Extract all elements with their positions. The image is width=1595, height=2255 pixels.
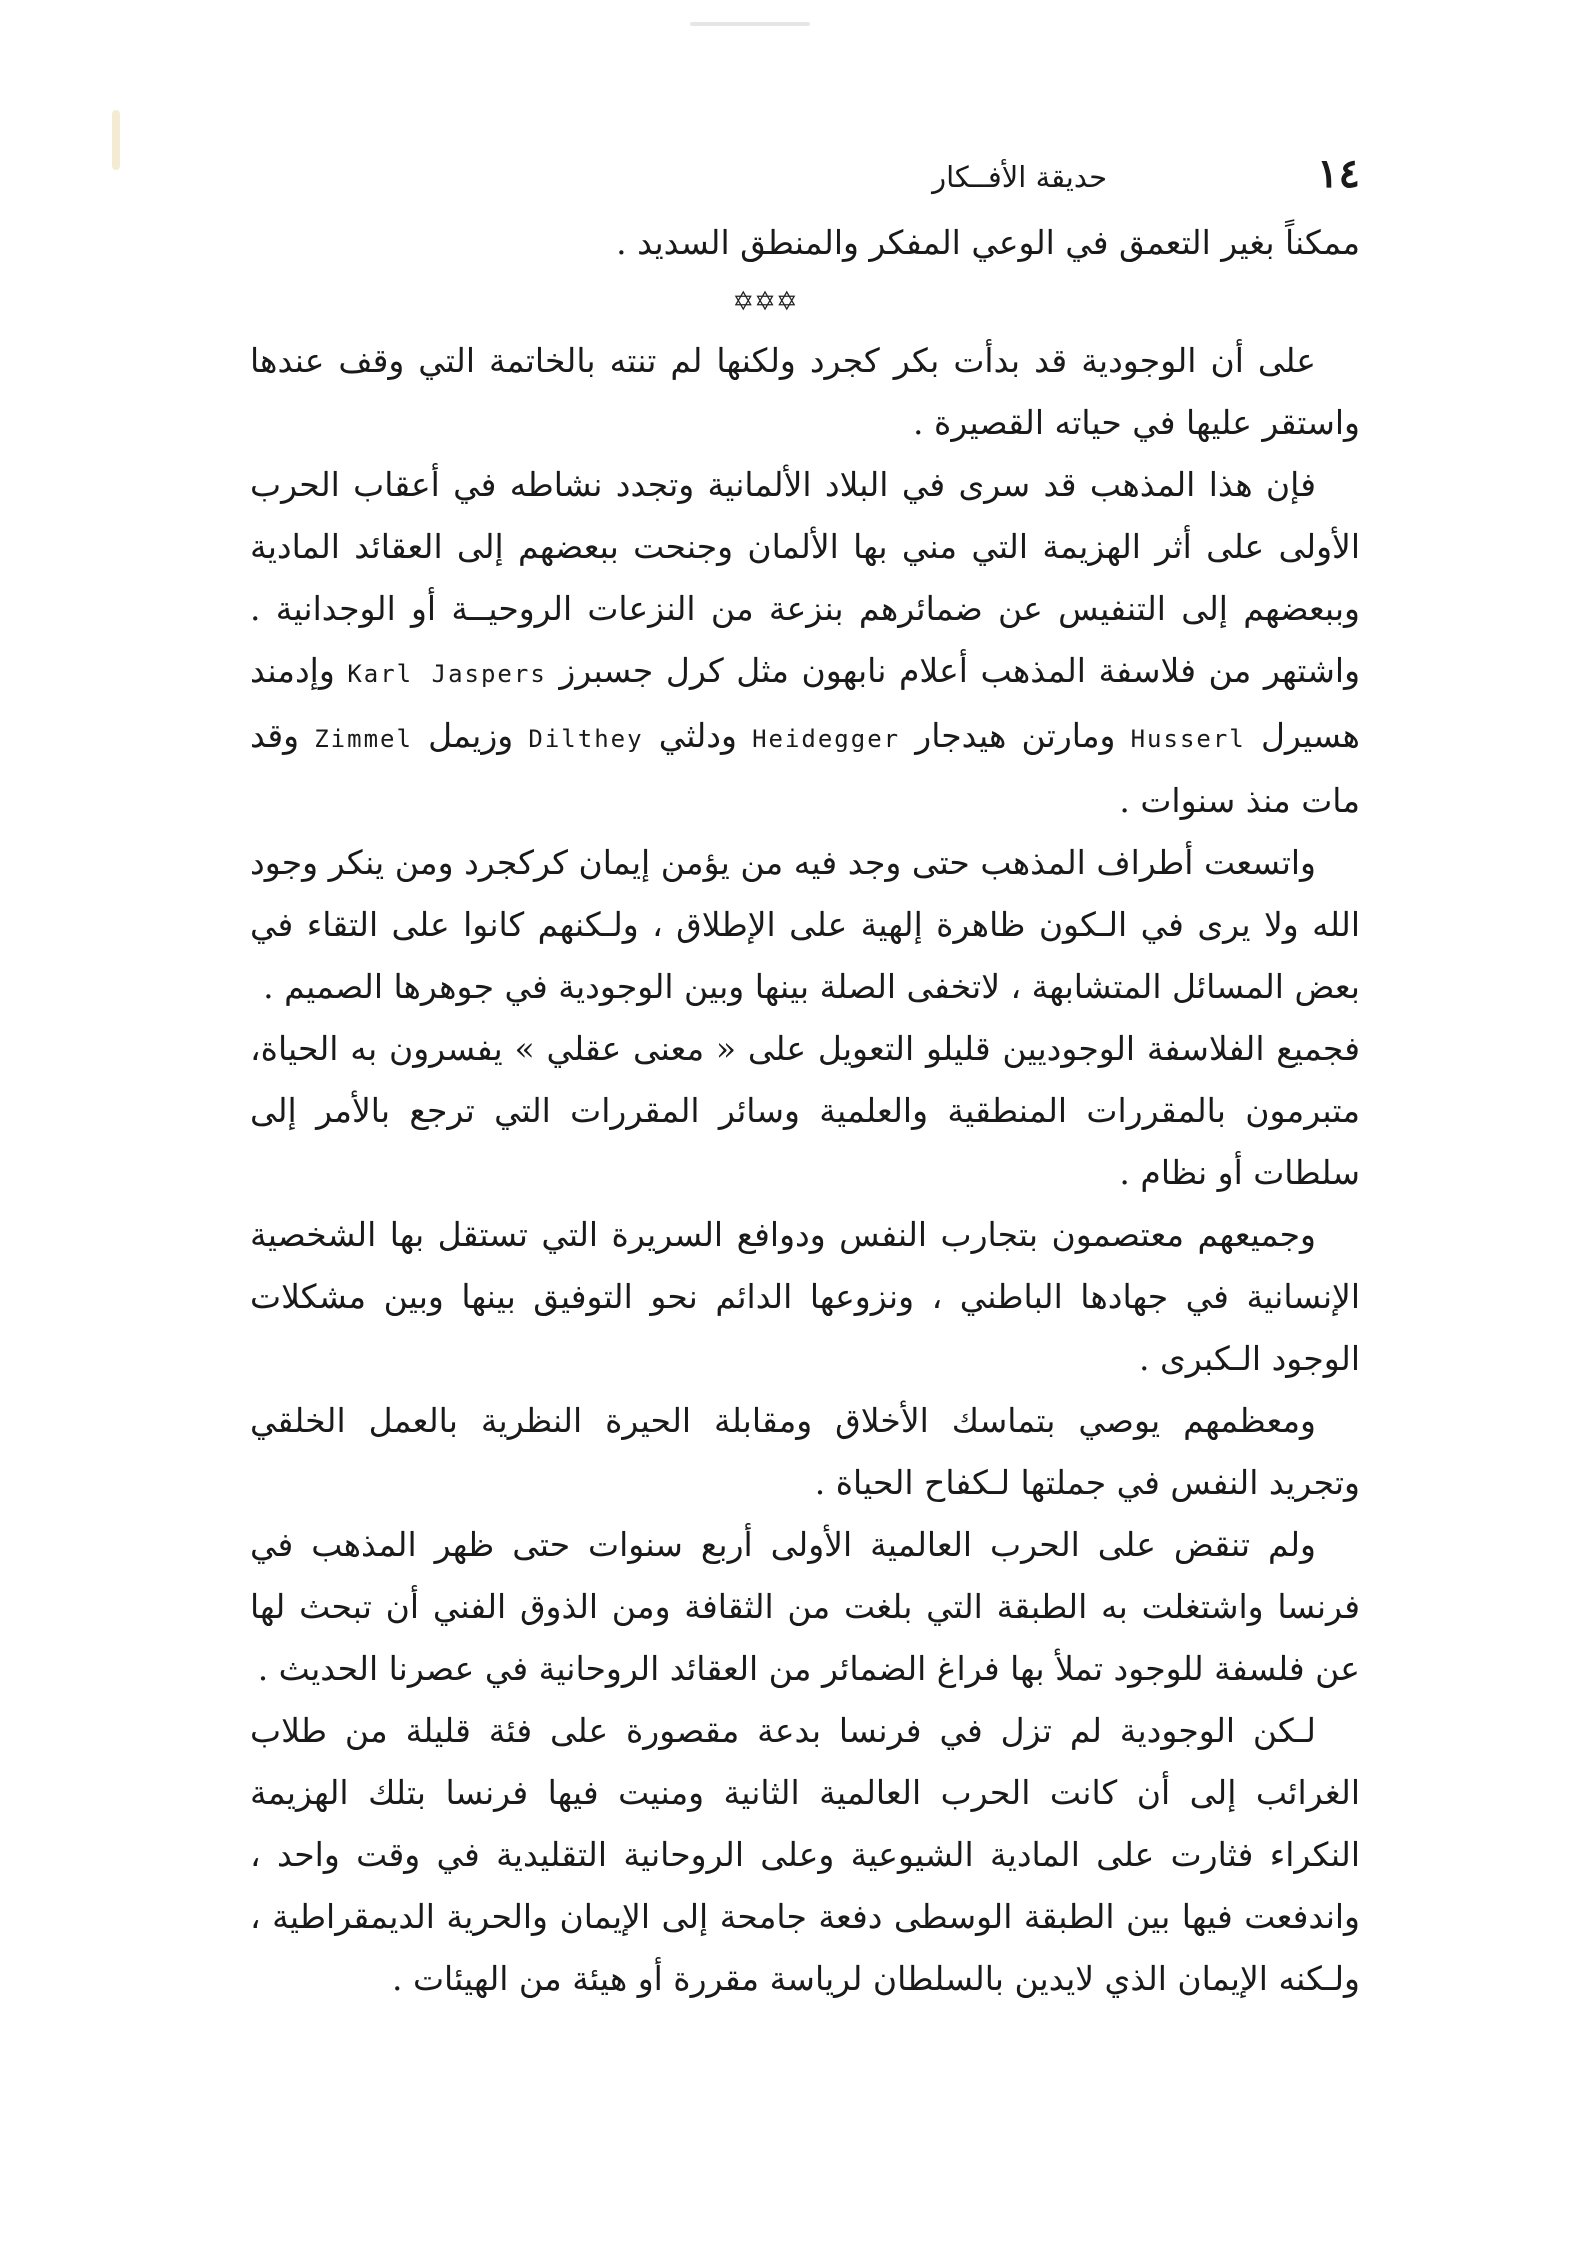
- paragraph-7: ولم تنقض على الحرب العالمية الأولى أربع سنوات حتى ظهر المذهب في فرنسا واشتغلت به الطبقة التي بلغت من الثقافة ومن الذوق الفني أن تبحث لها عن فلسفة للوجود تملأ بها فراغ الضمائر من العقائد الروحانية في عصرنا الحديث .: [250, 1525, 1360, 1688]
- latin-name-dilthey: Dilthey: [528, 725, 644, 753]
- paragraph-2-text-d: ودلثي: [658, 716, 737, 755]
- paragraph-8: لـكن الوجودية لم تزل في فرنسا بدعة مقصورة على فئة قليلة من طلاب الغرائب إلى أن كانت الحرب العالمية الثانية ومنيت فيها فرنسا بتلك الهزيمة النكراء فثارت على المادية الشيوعية وعلى الروحانية التقليدية في وقت واحد ، واندفعت فيها بين الطبقة الوسطى دفعة جامحة إلى الإيمان والحرية الديمقراطية ، ولـكنه الإيمان الذي لايدين بالسلطان لرياسة مقررة أو هيئة من الهيئات .: [250, 1711, 1360, 1998]
- paragraph-3: واتسعت أطراف المذهب حتى وجد فيه من يؤمن إيمان كركجرد ومن ينكر وجود الله ولا يرى في الـكون ظاهرة إلهية على الإطلاق ، ولـكنهم كانوا على التقاء في بعض المسائل المتشابهة ، لاتخفى الصلة بينها وبين الوجودية في جوهرها الصميم .: [250, 843, 1360, 1006]
- paragraph-2-text-a: فإن هذا المذهب قد سرى في البلاد الألمانية وتجدد نشاطه في أعقاب الحرب الأولى على أثر الهزيمة التي مني بها الألمان وجنحت ببعضهم إلى العقائد المادية وببعضهم إلى التنفيس عن ضمائرهم بنزعة من النزعات الروحيــة أو الوجدانية . واشتهر من فلاسفة المذهب أعلام نابهون مثل كرل جسبرز: [250, 465, 1361, 690]
- opening-line: ممكناً بغير التعمق في الوعي المفكر والمنطق السديد .: [616, 223, 1360, 262]
- paragraph-1: على أن الوجودية قد بدأت بكر كجرد ولكنها لم تنته بالخاتمة التي وقف عندها واستقر عليها في حياته القصيرة .: [250, 341, 1360, 442]
- paragraph-5: وجميعهم معتصمون بتجارب النفس ودوافع السريرة التي تستقل بها الشخصية الإنسانية في جهادها الباطني ، ونزوعها الدائم نحو التوفيق بينها وبين مشكلات الوجود الـكبرى .: [250, 1215, 1360, 1378]
- latin-name-jaspers: Karl Jaspers: [347, 660, 547, 688]
- paragraph-4: فجميع الفلاسفة الوجوديين قليلو التعويل على « معنى عقلي » يفسرون به الحياة، متبرمون بالمقررات المنطقية والعلمية وسائر المقررات التي ترجع بالأمر إلى سلطات أو نظام .: [250, 1029, 1360, 1192]
- latin-name-zimmel: Zimmel: [314, 725, 413, 753]
- page-number: ١٤: [1317, 150, 1360, 197]
- latin-name-heidegger: Heidegger: [752, 725, 901, 753]
- page-header: [250, 150, 1360, 212]
- star-ornament-icon: ✡✡✡: [732, 287, 798, 317]
- paragraph-2-text-f: وقد مات منذ سنوات .: [250, 716, 1360, 820]
- paragraph-2-text-e: وزيمل: [428, 716, 514, 755]
- paragraph-2: [250, 454, 1360, 832]
- running-title: حديقة الأفــكار: [932, 160, 1108, 194]
- scan-artifact-left: [112, 110, 120, 170]
- latin-name-husserl: Husserl: [1130, 725, 1246, 753]
- paragraph-6: ومعظمهم يوصي بتماسك الأخلاق ومقابلة الحيرة النظرية بالعمل الخلقي وتجريد النفس في جملتها لـكفاح الحياة .: [250, 1401, 1360, 1502]
- paragraph-2-text-c: ومارتن هيدجار: [915, 716, 1116, 755]
- book-page: [250, 150, 1360, 2010]
- paragraph-2-text-b: وإدمند هسيرل: [250, 651, 1360, 755]
- scan-artifact-top: [690, 22, 810, 26]
